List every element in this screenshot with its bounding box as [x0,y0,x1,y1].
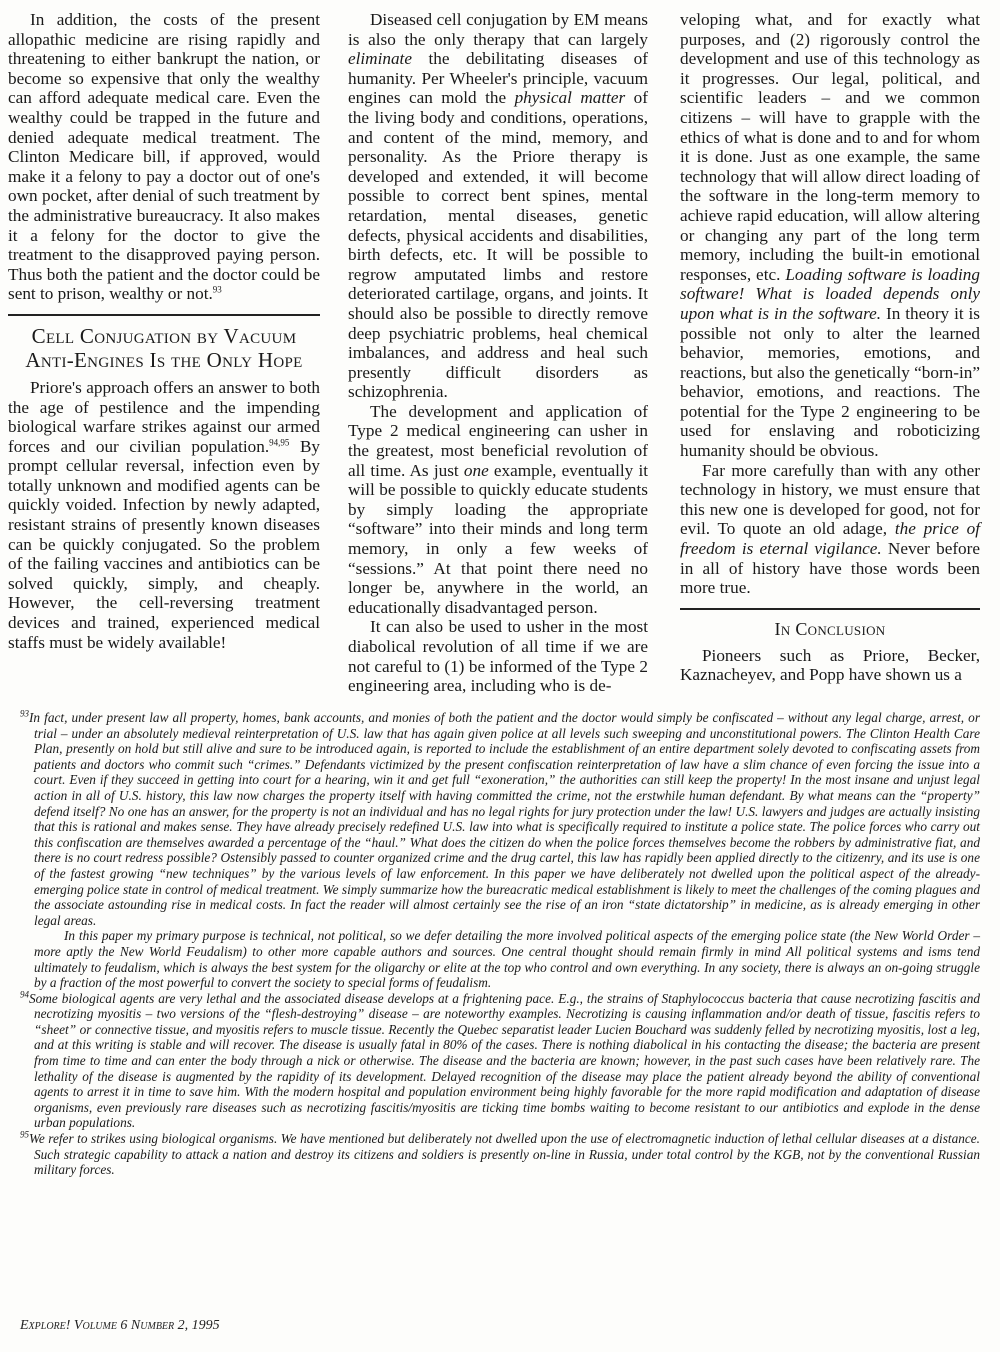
footnote-text: In fact, under present law all property, homes, bank accounts, and monies of both the patient and the doctor would simply be confiscated – without any legal charge, arrest, or trial – under an absolutely medieval reinterpretation of U.S. law that has again given police at all levels such sweeping and unconstitutional powers. The Clinton Health Care Plan, presently on hold but still alive and sure to be introduced again, is reported to include the establishment of an entire department solely devoted to confiscating assets from patients and doctors who commit such “crimes.” Defendants victimized by the present confiscation reinterpretation of law have a slim chance of even forcing the issue into a court. Even if they succeed in getting into court for a hearing, win it and get full “exoneration,” the authorities can still keep the property! In the most insane and unjust legal action in all of U.S. history, this law now charges the property itself with having committed the crime, not the erstwhile human defendant. By what means can the “property” defend itself? No one has an answer, for the property is not an individual and has no legal rights for jury protection under the law! U.S. lawyers and judges are actually insisting that this is rational and makes sense. They have already precisely redefined U.S. law into what is specifically required to institute a police state. The police forces who carry out this confiscation are themselves awarded a percentage of the “haul.” What does the citizen do when the police forces themselves become the robbers by administrative fiat, and there is no court redress possible? Ostensibly passed to counter organized crime and the drug cartel, this law has rapidly been applied directly to the citizenry, and its use is one of the fastest growing “new techniques” by the various levels of law enforcement. In this paper we have deliberately not dwelled upon the political aspect of the already-emerging police state in control of medical treatment. We simply summarize how the bureacratic medical establishment is likely to meet the challenges of the coming plagues and the associate astounding rise in medical costs. In fact the reader will almost certainly see the rise of an iron “state dictatorship” in medicine, as is already emerging in other legal areas. [29,710,980,928]
paragraph-text: example, eventually it will be possible to quickly educate students by simply loading the appropriate “software” into their minds and long term memory, in only a few weeks of “sessions.” At that point there need no longer be, anywhere in the world, an educationally disadvantaged person. [348,460,648,617]
emphasis-text: physical matter [514,88,626,108]
section-heading-line: Anti-Engines Is the Only Hope [25,347,303,372]
paragraph-text: of the living body and conditions, operations, and content of the mind, memory, and personality. As the Priore therapy is developed and extended, it will become possible to correct bent spines, mental retardation, mental diseases, genetic defects, physical accidents and disabilities, birth defects, etc. It will be possible to regrow amputated limbs and restore deteriorated cartilage, organs, and joints. It should also be possible to directly remove deep psychiatric problems, heal chemical imbalances, and address and heal such presently difficult disorders as schizophrenia. [348,88,648,402]
section-heading-line: Cell Conjugation by Vacuum [31,323,297,348]
footnote-number: 95 [20,1129,29,1140]
paragraph-text: Never before in all of history have those words been more true. [680,539,980,598]
paragraph [348,617,648,695]
emphasis-text: eliminate [348,49,412,69]
paragraph-text: Far more carefully than with any other technology in history, we must ensure that this new one is developed for good, not for evil. To quote an old adage, [680,460,980,539]
emphasis-text: Loading software is loading software! What is loaded depends only upon what is in the software. [680,264,980,323]
column-3 [680,10,980,685]
paragraph-text: In theory it is possible not only to alter the learned behavior, memories, emotions, and reactions, but also the genetically “born-in” behavior, emotions, and reactions. The potential for the Type 2 engineering to be used for enslaving and roboticizing humanity should be obvious. [680,303,981,461]
section-heading [8,324,320,372]
paragraph [348,402,648,618]
paragraph-text: the debilitating diseases of humanity. Per Wheeler's principle, vacuum engines can mold the [348,49,648,108]
footnote-ref: 93 [212,284,222,295]
footnote-text: We refer to strikes using biological organisms. We have mentioned but deliberately not dwelled upon the use of electromagnetic induction of lethal cellular diseases at a distance. Such strategic capability to attack a nation and destroy its citizens and soldiers is presently on-line in Russia, under total control by the KGB, not by the conventional Russian military forces. [29,1131,980,1178]
paragraph [680,461,980,598]
paragraph-text: Diseased cell conjugation by EM means is also the only therapy that can largely [348,10,648,49]
paragraph [348,10,648,402]
page-footer: Explore! Volume 6 Number 2, 1995 [20,1318,220,1333]
paragraph [680,10,980,461]
footnote-number: 93 [20,708,29,719]
emphasis-text: the price of freedom is eternal vigilance. [680,519,980,559]
footnote-text: In this paper my primary purpose is technical, not political, so we defer detailing the more involved political aspects of the emerging police state (the New World Order – more aptly the New World Feudalism) to other more capable authors and sources. One central thought should remain firmly in mind All political systems and isms tend ultimately to feudalism, which is always the best system for the oligarchy or elite at the top who control and own everything. In any society, there is always an on-going struggle by a fraction of the most powerful to convert the society to special forms of feudalism. [34,928,980,991]
section-heading: In Conclusion [774,618,886,639]
section-rule [8,314,320,316]
footnote [20,710,980,928]
paragraph-text: Pioneers such as Priore, Becker, Kaznacheyev, and Popp have shown us a [680,645,980,685]
paragraph-text: Priore's approach offers an answer to both the age of pestilence and the impending biological warfare strikes against our armed forces and our civilian population. [8,377,320,456]
footnote-continuation [20,928,980,990]
column-1 [8,10,320,652]
emphasis-text: one [463,460,489,480]
article-body [0,10,1000,700]
footnotes [20,710,980,1178]
paragraph-text: The development and application of Type 2 medical engineering can usher in the greatest, most beneficial revolution of all time. As just [348,401,648,480]
footnote-ref: 94,95 [269,436,290,447]
footnote [20,1131,980,1178]
paragraph [8,10,320,304]
column-2 [348,10,648,696]
footnote-text: Some biological agents are very lethal and the associated disease develops at a frightening pace. E.g., the strains of Staphylococcus bacteria that cause necrotizing fascitis and necrotizing myositis – two versions of the “flesh-destroying” disease – are noteworthy examples. Necrotizing is causing inflammation and/or death of tissue, fascitis refers to “sheet” or connective tissue, and myositis refers to muscle tissue. Recently the Quebec separatist leader Lucien Bouchard was suddenly felled by necrotizing myositis, lost a leg, and at this writing is stable and will recover. The disease is usually fatal in 80% of the cases. There is nothing diabolical in his contacting the disease; the bacteria are present from time to time and can enter the body through a nick or otherwise. The disease and the bacteria are known; however, in the past such cases have been relatively rare. The lethality of the disease is augmented by the rapidity of its development. Delayed recognition of the disease may place the patient already beyond the ability of conventional agents to arrest it in time to save him. With the modern hospital and population environment being highly favorable for the more rapid modification and adaptation of disease organisms, even previously rare diseases such as necrotizing fascitis/myositis are ticking time bombs waiting to become resistant to our antibiotics and explode in the dense urban populations. [29,990,980,1131]
paragraph-text: It can also be used to usher in the most diabolical revolution of all time if we are not careful to (1) be informed of the Type 2 engineering area, including who is de- [348,617,648,696]
paragraph-text: veloping what, and for exactly what purposes, and (2) rigorously control the development and use of this technology as it progresses. Our legal, political, and scientific leaders – and we common citizens – will have to grapple with the ethics of what is done and to and for whom it is done. Just as one example, the same technology that will allow direct loading of the software in the long-term memory to achieve rapid education, will allow altering or changing any part of the long term memory, including the built-in emotional responses, etc. [680,10,980,284]
paragraph-text: In addition, the costs of the present allopathic medicine are rising rapidly and threatening to either bankrupt the nation, or become so expensive that only the wealthy can afford adequate medical care. Even the wealthy could be trapped in the future and denied adequate medical treatment. The Clinton Medicare bill, if approved, would make it a felony to pay a doctor out of one's own pocket, after denial of such treatment by the administrative bureaucracy. It also makes it a felony for the doctor to give the treatment to the disapproved paying person. Thus both the patient and the doctor could be sent to prison, wealthy or not. [8,10,320,304]
paragraph [680,646,980,685]
section-rule [680,608,980,610]
footnote [20,991,980,1131]
paragraph [8,378,320,652]
footnote-number: 94 [20,989,29,1000]
paragraph-text: By prompt cellular reversal, infection even by totally unknown and modified agents can be quickly voided. Infection by newly adapted, resistant strains of presently known diseases can be quickly conjugated. So the problem of the failing vaccines and antibiotics can be solved quickly, simply, and cheaply. However, the cell-reversing treatment devices and trained, experienced medical staffs must be widely available! [8,436,321,652]
